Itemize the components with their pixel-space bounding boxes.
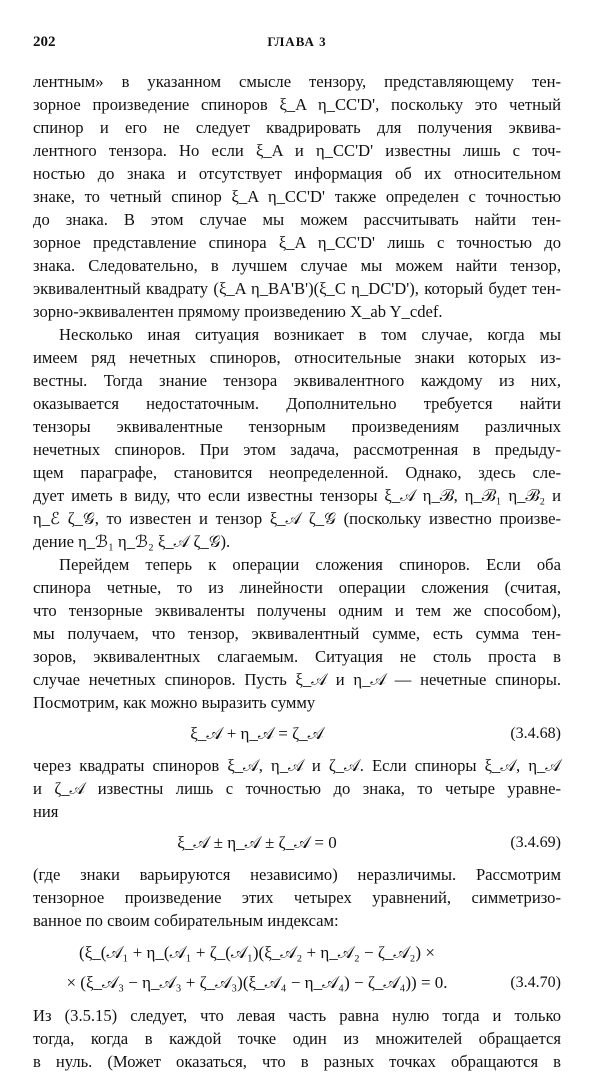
text-line: случае нечетных спиноров. Пусть ξ_𝒜 и η_𝒜 — нечетные спиноры. — [33, 670, 561, 689]
page-number: 202 — [33, 34, 56, 50]
text-line: через квадраты спиноров ξ_𝒜, η_𝒜 и ζ_𝒜. Если спиноры ξ_𝒜, η_𝒜 — [33, 756, 561, 775]
text-line: зоров, эквивалентных слагаемым. Ситуация не столь проста в — [33, 647, 561, 666]
equation-number: (3.4.68) — [510, 725, 561, 742]
equation-expression: ξ_𝒜 ± η_𝒜 ± ζ_𝒜 = 0 — [177, 833, 337, 852]
chapter-title: ГЛАВА 3 — [267, 34, 327, 49]
page-header — [33, 34, 561, 54]
equation-expression: ξ_𝒜 + η_𝒜 = ζ_𝒜 — [190, 724, 324, 743]
paragraph-start: Перейдем теперь к операции сложения спиноров. Если оба — [59, 555, 561, 574]
text-line: вестны. Тогда знание тензора эквивалентного каждому из них, — [33, 371, 561, 390]
text-line: спинора четные, то из линейности операции сложения (считая, — [33, 578, 561, 597]
equation-number: (3.4.70) — [510, 974, 561, 991]
equation-3-4-68 — [33, 718, 561, 750]
text-line: тензорное произведение этих четырех уравнений, симметризо- — [33, 888, 561, 907]
equation-3-4-70-line1 — [33, 938, 561, 968]
equation-3-4-70-line2 — [33, 968, 561, 998]
text-line: что тензорные эквиваленты получены одним и тем же способом), — [33, 601, 561, 620]
text-line: ностью до знака и отсутствует информация об их относительном — [33, 164, 561, 183]
equation-expression: × (ξ_𝒜₃ − η_𝒜₃ + ζ_𝒜₃)(ξ_𝒜₄ − η_𝒜₄) − ζ_𝒜₄)) = 0. — [66, 973, 448, 992]
equation-3-4-69 — [33, 827, 561, 859]
text-line: η_ℰ ζ_𝒢, то известен и тензор ξ_𝒜 ζ_𝒢 (поскольку известно произве- — [33, 509, 561, 528]
text-line: знаке, то четный спинор ξ_A η_CC'D' также определен с точностью — [33, 187, 561, 206]
text-line: эквивалентный квадрату (ξ_A η_BA'B')(ξ_C η_DC'D'), который будет тен- — [33, 279, 561, 298]
text-line: до знака. В этом случае мы можем рассчитывать найти тен- — [33, 210, 561, 229]
text-line: зорное представление спинора ξ_A η_CC'D' лишь с точностью до — [33, 233, 561, 252]
text-line: зорное произведение спиноров ξ_A η_CC'D', поскольку это четный — [33, 95, 561, 114]
text-line: и ζ_𝒜 известны лишь с точностью до знака, то четыре уравне- — [33, 779, 561, 798]
text-line: дует иметь в виду, что если известны тензоры ξ_𝒜 η_ℬ, η_ℬ₁ η_ℬ₂ и — [33, 486, 561, 505]
text-line: щем параграфе, становится неопределенной. Однако, здесь сле- — [33, 463, 561, 482]
body-text — [33, 70, 561, 1073]
equation-expression: (ξ_(𝒜₁ + η_(𝒜₁ + ζ_(𝒜₁)(ξ_𝒜₂ + η_𝒜₂ − ζ_𝒜₂) × — [79, 943, 435, 962]
equation-number: (3.4.69) — [510, 834, 561, 851]
text-line: в нуль. (Может оказаться, что в разных точках обращаются в — [33, 1052, 561, 1071]
text-line: ния — [33, 802, 59, 821]
text-line: Посмотрим, как можно выразить сумму — [33, 693, 316, 712]
text-line: тогда, когда в каждой точке один из множителей обращается — [33, 1029, 561, 1048]
text-line: ванное по своим собирательным индексам: — [33, 911, 339, 930]
text-line: дение η_ℬ₁ η_ℬ₂ ξ_𝒜 ζ_𝒢). — [33, 532, 231, 551]
text-line: лентного тензора. Но если ξ_A и η_CC'D' известны лишь с точ- — [33, 141, 561, 160]
text-line: имеем ряд нечетных спиноров, относительные знаки которых из- — [33, 348, 561, 367]
text-line: лентным» в указанном смысле тензору, представляющему тен- — [33, 72, 561, 91]
text-line: знака. Следовательно, в лучшем случае мы можем найти тензор, — [33, 256, 561, 275]
text-line: нечетных спиноров. При этом задача, рассмотренная в предыду- — [33, 440, 561, 459]
text-line: зорно-эквивалентен прямому произведению X_ab Y_cdef. — [33, 302, 443, 321]
text-line: мы получаем, что тензор, эквивалентный сумме, есть сумма тен- — [33, 624, 561, 643]
text-line: оказывается недостаточным. Дополнительно требуется найти — [33, 394, 561, 413]
text-line: Из (3.5.15) следует, что левая часть равна нулю тогда и только — [33, 1006, 561, 1025]
text-line: (где знаки варьируются независимо) неразличимы. Рассмотрим — [33, 865, 561, 884]
paragraph-start: Несколько иная ситуация возникает в том случае, когда мы — [59, 325, 561, 344]
text-line: тензоры эквивалентные тензорным произведениям различных — [33, 417, 561, 436]
text-line: спинор и его не следует квадрировать для получения эквива- — [33, 118, 561, 137]
